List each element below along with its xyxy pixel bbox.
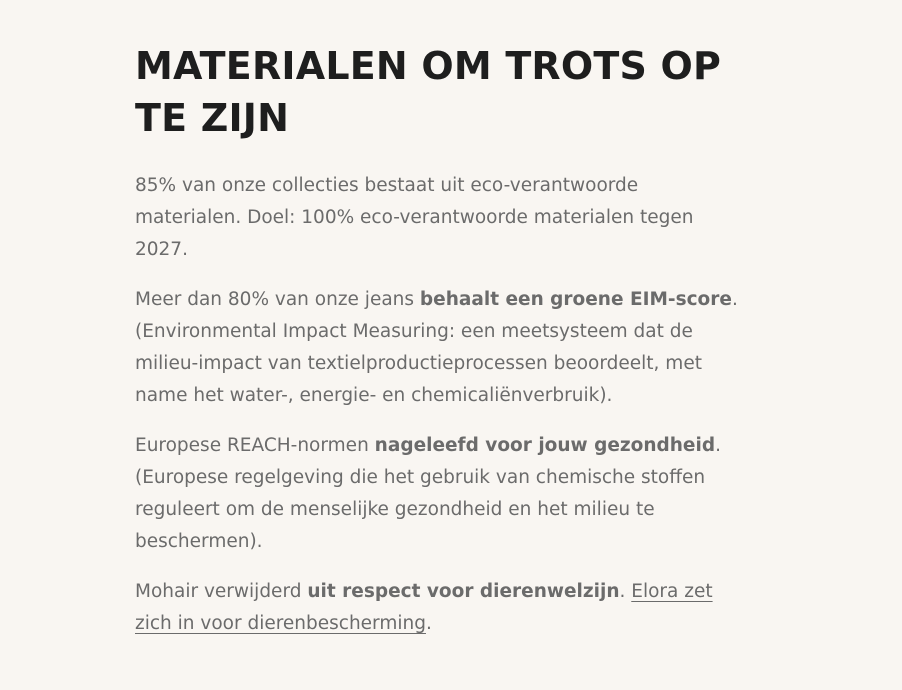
paragraph-eim-score (135, 284, 745, 412)
paragraph-highlight: behaalt een groene EIM-score (419, 289, 732, 310)
paragraph-text-middle: . (619, 581, 632, 602)
paragraph-text-before: Europese REACH-normen (135, 435, 375, 456)
paragraph-text-after: . (Environmental Impact Measuring: een meetsysteem dat de milieu-impact van textielproductieprocessen beoordeelt, met name het water-, energie- en chemicaliënverbruik). (135, 289, 738, 406)
page-heading: MATERIALEN OM TROTS OP TE ZIJN (135, 44, 722, 140)
paragraph-reach-norms (135, 430, 745, 558)
paragraph-text: 85% van onze collecties bestaat uit eco-verantwoorde materialen. Doel: 100% eco-verantwoorde materialen tegen 2027. (135, 175, 694, 260)
paragraph-highlight: uit respect voor dierenwelzijn (307, 581, 620, 602)
paragraph-text-after: . (Europese regelgeving die het gebruik van chemische stoffen reguleert om de menselijke gezondheid en het milieu te beschermen). (135, 435, 721, 552)
paragraph-eco-materials (135, 170, 745, 266)
animal-protection-link[interactable]: Elora zet zich in voor dierenbescherming (135, 581, 713, 634)
paragraph-mohair (135, 576, 745, 640)
paragraph-text-before: Mohair verwijderd (135, 581, 308, 602)
paragraph-highlight: nageleefd voor jouw gezondheid (374, 435, 716, 456)
paragraph-text-before: Meer dan 80% van onze jeans (135, 289, 420, 310)
paragraph-text-after: . (425, 613, 432, 634)
content-section (135, 40, 745, 640)
